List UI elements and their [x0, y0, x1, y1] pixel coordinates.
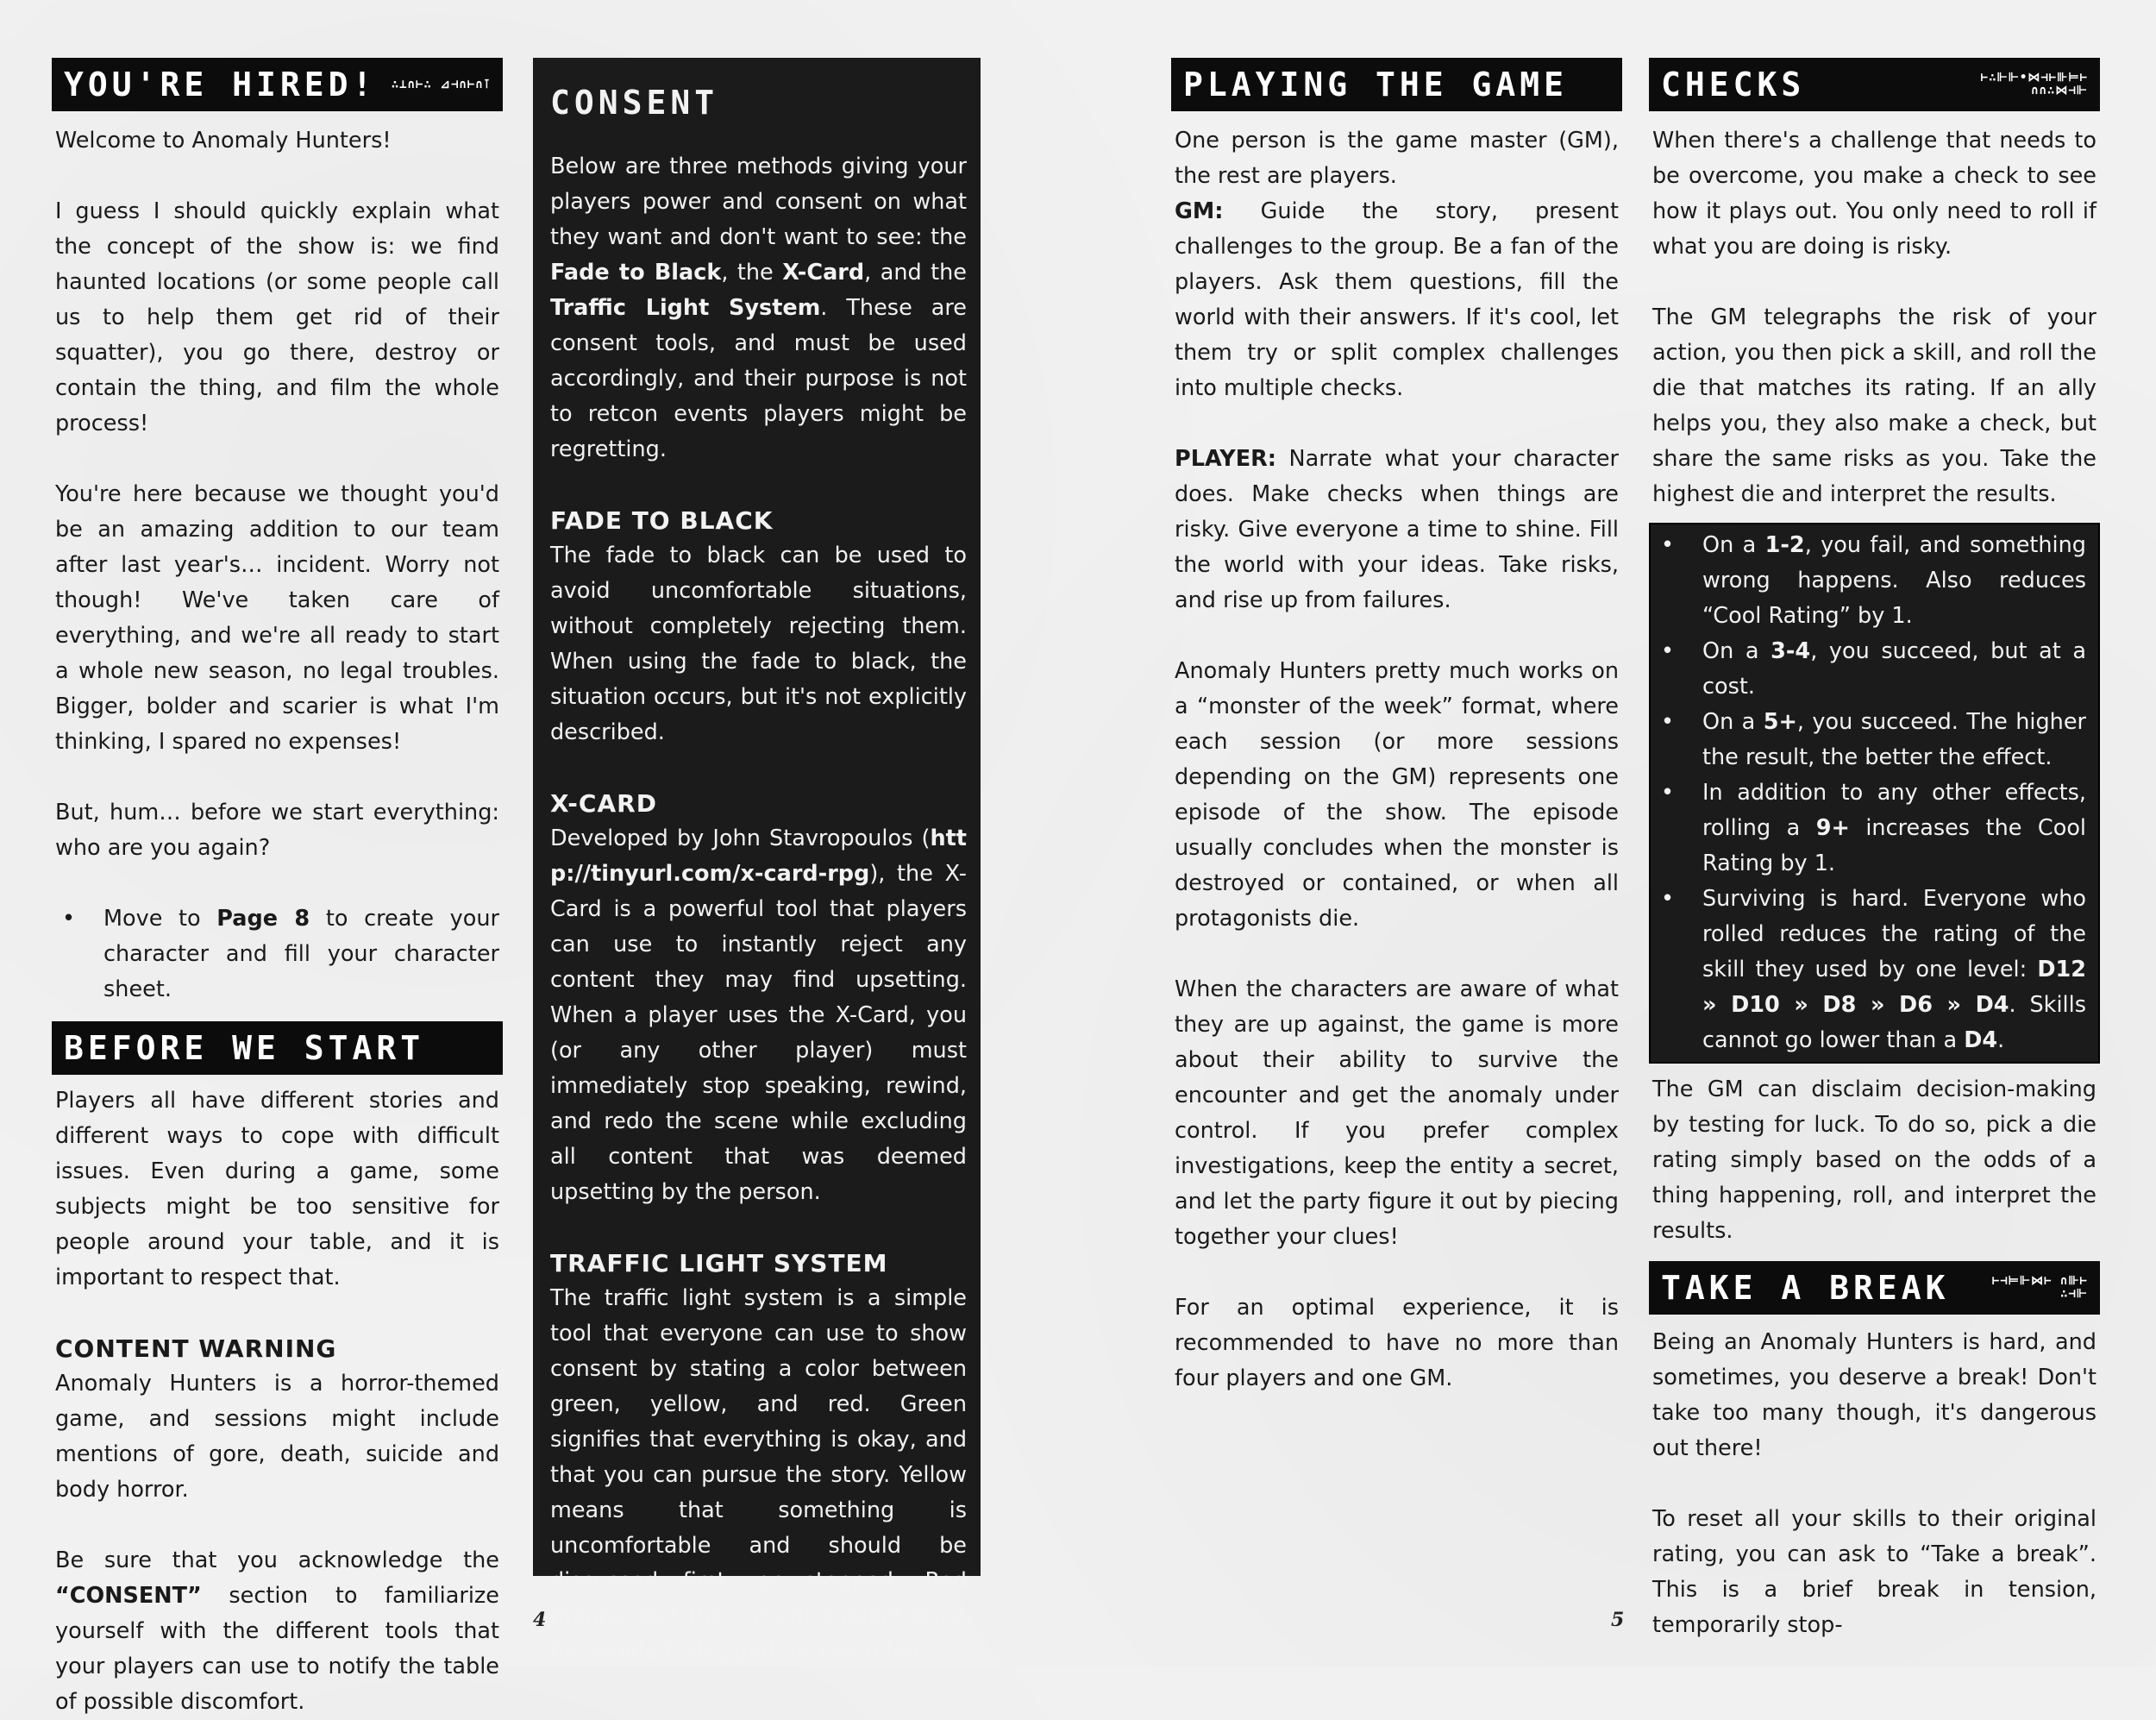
paragraph: Developed by John Stavropoulos (http://tinyurl.com/x-card-rpg), the X-Card is a powerful tool that players can use to instantly reject any content they may find upsetting. When a player uses the X-Card, you (or any other player) must immediately stop speaking, rewind, and redo the scene while excluding all content that was deemed upsetting by the person.: [550, 825, 967, 1205]
column-2-consent: [533, 58, 981, 1665]
title-text: YOU'RE HIRED!: [64, 66, 377, 104]
subheading-content-warning: CONTENT WARNING: [55, 1334, 337, 1363]
title-text: PLAYING THE GAME: [1183, 66, 1569, 104]
bullet-list: [55, 901, 499, 1008]
title-glyphs: ⊢∴⊩⊩•⋈⊣⊢⊪⊨⊢ ∩∩∴⋈⊣⊩: [1980, 71, 2088, 97]
list-item: • On a 3-4, you succeed, but at a cost.: [1661, 638, 2086, 700]
column-4: [1649, 58, 2100, 1643]
page-number-right: 5: [1611, 1609, 1625, 1631]
paragraph: One person is the game master (GM), the rest are players.: [1175, 128, 1619, 189]
paragraph: To reset all your skills to their original rating, you can ask to “Take a break”. This is a brief break in tension, temporarily stop-: [1652, 1506, 2096, 1638]
paragraph: The GM telegraphs the risk of your action, you then pick a skill, and roll the die that matches its rating. If an ally helps you, they also make a check, but share the same risks as you. Take the highest die and interpret the results.: [1652, 304, 2096, 507]
checks-results-box: [1649, 523, 2100, 1064]
paragraph: Below are three methods giving your players power and consent on what they want and don't want to see: the Fade to Black, the X-Card, and the Traffic Light System. These are consent tools, and must be used accordingly, and their purpose is not to retcon events players might be regretting.: [550, 154, 967, 462]
paragraph: When the characters are aware of what they are up against, the game is more about their ability to survive the encounter and get the anomaly under control. If you prefer complex investigations, keep the entity a secret, and let the party figure it out by piecing together your clues!: [1175, 976, 1619, 1250]
column-1: [52, 58, 503, 1720]
section-title-youre-hired: [52, 58, 503, 111]
subheading-x-card: X-CARD: [550, 789, 657, 818]
list-item: • On a 1-2, you fail, and something wrong happens. Also reduces “Cool Rating” by 1.: [1661, 532, 2086, 629]
x-card-link[interactable]: http://tinyurl.com/x-card-rpg: [550, 825, 967, 887]
paragraph: Anomaly Hunters pretty much works on a “monster of the week” format, where each session (or more sessions depending on the GM) represents one episode of the show. The episode usually concludes when the monster is destroyed or contained, or when all protagonists die.: [1175, 658, 1619, 932]
bullet-list: [1654, 528, 2086, 1058]
section-title-playing-the-game: [1171, 58, 1622, 111]
list-item: • Surviving is hard. Everyone who rolled reduces the rating of the skill they used by one level: D12 » D10 » D8 » D6 » D4. Skills cannot go lower than a D4.: [1661, 886, 2086, 1053]
paragraph: Welcome to Anomaly Hunters!: [55, 128, 392, 154]
paragraph: The GM can disclaim decision-making by testing for luck. To do so, pick a die rating simply based on the odds of a thing happening, roll, and interpret the results.: [1652, 1077, 2096, 1244]
column-3: [1171, 58, 1622, 1397]
list-item: • On a 5+, you succeed. The higher the result, the better the effect.: [1661, 709, 2086, 770]
title-text: BEFORE WE START: [64, 1029, 425, 1067]
paragraph: When there's a challenge that needs to be overcome, you make a check to see how it plays out. You only need to roll if what you are doing is risky.: [1652, 128, 2096, 260]
section-title-consent: CONSENT: [550, 84, 719, 122]
title-glyphs: ⊢⊣⊨⊩⋈⊢ ∩⊪⊢ ∴⊣⊩: [1991, 1274, 2088, 1301]
subheading-fade-to-black: FADE TO BLACK: [550, 506, 774, 535]
paragraph-player: PLAYER: Narrate what your character does. Make checks when things are risky. Give everyone a time to shine. Fill the world with your ideas. Take risks, and rise up from failures.: [1175, 446, 1619, 613]
paragraph: For an optimal experience, it is recommended to have no more than four players and one GM.: [1175, 1295, 1619, 1391]
title-glyphs: ∴⊥∩⊢∴ ⊿⊣∩⊢∩⊺: [391, 77, 491, 91]
paragraph: The traffic light system is a simple tool that everyone can use to show consent by stating a color between green, yellow, and red. Green signifies that everything is okay, and that you can pursue the story. Yellow means that something is uncomfortable and should be discussed first, or stopped. Red means that the current subject must be avoided, stopped, or rewinded.: [550, 1285, 967, 1665]
paragraph: I guess I should quickly explain what the concept of the show is: we find haunted locations (or some people call us to help them get rid of their squatter), you go there, destroy or contain the thing, and film the whole process!: [55, 198, 499, 436]
title-text: TAKE A BREAK: [1661, 1269, 1950, 1307]
section-title-take-a-break: [1649, 1261, 2100, 1315]
list-item: • Move to Page 8 to create your character and fill your character sheet.: [62, 906, 499, 1002]
paragraph-gm: GM: Guide the story, present challenges to the group. Be a fan of the players. Ask them questions, fill the world with their answers. If it's cool, let them try or split complex challenges into multiple checks.: [1175, 198, 1619, 401]
paragraph: Be sure that you acknowledge the “CONSENT” section to familiarize yourself with the different tools that your players can use to notify the table of possible discomfort.: [55, 1547, 499, 1715]
paragraph: Anomaly Hunters is a horror-themed game, and sessions might include mentions of gore, death, suicide and body horror.: [55, 1371, 499, 1503]
paragraph: Being an Anomaly Hunters is hard, and sometimes, you deserve a break! Don't take too many though, it's dangerous out there!: [1652, 1329, 2096, 1461]
title-text: CHECKS: [1661, 66, 1806, 104]
paragraph: The fade to black can be used to avoid uncomfortable situations, without completely rejecting them. When using the fade to black, the situation occurs, but it's not explicitly described.: [550, 543, 967, 745]
paragraph: Players all have different stories and different ways to cope with difficult issues. Even during a game, some subjects might be too sensitive for people around your table, and it is important to respect that.: [55, 1088, 499, 1290]
subheading-traffic-light: TRAFFIC LIGHT SYSTEM: [550, 1249, 888, 1277]
section-title-before-we-start: [52, 1021, 503, 1075]
page-number-left: 4: [533, 1609, 547, 1631]
paragraph: You're here because we thought you'd be an amazing addition to our team after last year's… incident. Worry not though! We've taken care of everything, and we're all ready to start a whole new season, no legal troubles. Bigger, bolder and scarier is what I'm thinking, I spared no expenses!: [55, 481, 499, 755]
list-item: • In addition to any other effects, rolling a 9+ increases the Cool Rating by 1.: [1661, 780, 2087, 876]
section-title-checks: [1649, 58, 2100, 111]
paragraph: But, hum… before we start everything: who are you again?: [55, 800, 499, 861]
